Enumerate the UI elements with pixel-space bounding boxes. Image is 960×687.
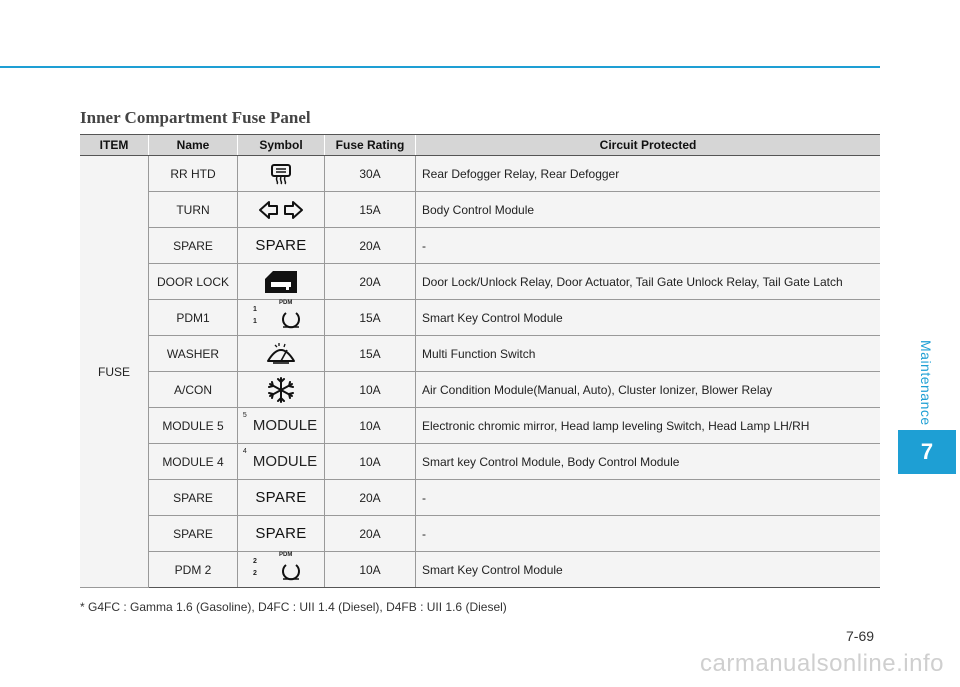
pdm-icon — [279, 308, 303, 330]
fuse-rating: 15A — [325, 192, 416, 228]
module-symbol: MODULE — [252, 417, 318, 434]
circuit-protected: - — [416, 228, 881, 264]
header-symbol: Symbol — [238, 135, 325, 156]
fuse-rating: 10A — [325, 408, 416, 444]
circuit-protected: - — [416, 516, 881, 552]
washer-icon — [265, 341, 297, 367]
pdm-label: PDM — [279, 551, 293, 558]
circuit-protected: Body Control Module — [416, 192, 881, 228]
fuse-name: SPARE — [149, 516, 238, 552]
table-row — [80, 480, 880, 516]
fuse-rating: 20A — [325, 264, 416, 300]
page-number: 7-69 — [846, 628, 875, 644]
circuit-protected: Electronic chromic mirror, Head lamp leveling Switch, Head Lamp LH/RH — [416, 408, 881, 444]
fuse-name: SPARE — [149, 228, 238, 264]
circuit-protected: - — [416, 480, 881, 516]
fuse-rating: 30A — [325, 156, 416, 192]
fuse-rating: 20A — [325, 516, 416, 552]
circuit-protected: Smart key Control Module, Body Control Module — [416, 444, 881, 480]
circuit-protected: Air Condition Module(Manual, Auto), Cluster Ionizer, Blower Relay — [416, 372, 881, 408]
spare-symbol: SPARE — [255, 525, 307, 542]
fuse-name: MODULE 5 — [149, 408, 238, 444]
side-tab-label: Maintenance — [918, 340, 934, 426]
table-row — [80, 228, 880, 264]
fuse-name: WASHER — [149, 336, 238, 372]
table-row — [80, 408, 880, 444]
door-lock-icon — [261, 269, 301, 295]
pdm-number: 2 — [253, 557, 257, 565]
pdm-icon — [279, 560, 303, 582]
rear-defogger-icon — [269, 163, 293, 185]
table-row — [80, 552, 880, 588]
module-symbol: MODULE — [252, 453, 318, 470]
fuse-name: SPARE — [149, 480, 238, 516]
module-number: 5 — [242, 412, 247, 419]
circuit-protected: Door Lock/Unlock Relay, Door Actuator, Tail Gate Unlock Relay, Tail Gate Latch — [416, 264, 881, 300]
circuit-protected: Rear Defogger Relay, Rear Defogger — [416, 156, 881, 192]
header-circuit-protected: Circuit Protected — [416, 135, 881, 156]
table-row — [80, 300, 880, 336]
fuse-rating: 15A — [325, 300, 416, 336]
table-header-row — [80, 135, 880, 156]
table-row — [80, 264, 880, 300]
spare-symbol: SPARE — [255, 489, 307, 506]
circuit-protected: Multi Function Switch — [416, 336, 881, 372]
circuit-protected: Smart Key Control Module — [416, 552, 881, 588]
fuse-name: A/CON — [149, 372, 238, 408]
table-row — [80, 444, 880, 480]
table-row — [80, 336, 880, 372]
fuse-rating: 10A — [325, 372, 416, 408]
footnote: * G4FC : Gamma 1.6 (Gasoline), D4FC : UII 1.4 (Diesel), D4FB : UII 1.6 (Diesel) — [80, 600, 507, 614]
fuse-table — [80, 134, 880, 588]
header-fuse-rating: Fuse Rating — [325, 135, 416, 156]
pdm-label: PDM — [279, 299, 293, 306]
section-title: Inner Compartment Fuse Panel — [80, 108, 311, 127]
table-row — [80, 156, 880, 192]
fuse-name: PDM1 — [149, 300, 238, 336]
fuse-rating: 20A — [325, 228, 416, 264]
top-rule — [0, 66, 880, 68]
side-tab — [896, 330, 960, 426]
fuse-rating: 10A — [325, 552, 416, 588]
spare-symbol: SPARE — [255, 237, 307, 254]
watermark: carmanualsonline.info — [700, 650, 944, 677]
fuse-name: TURN — [149, 192, 238, 228]
fuse-rating: 20A — [325, 480, 416, 516]
fuse-name: DOOR LOCK — [149, 264, 238, 300]
table-row — [80, 372, 880, 408]
header-name: Name — [149, 135, 238, 156]
header-item: ITEM — [80, 135, 149, 156]
fuse-name: PDM 2 — [149, 552, 238, 588]
fuse-rating: 10A — [325, 444, 416, 480]
chapter-number: 7 — [898, 430, 956, 474]
pdm-number: 2 — [253, 569, 257, 577]
table-row — [80, 516, 880, 552]
item-fuse: FUSE — [80, 156, 149, 588]
fuse-rating: 15A — [325, 336, 416, 372]
fuse-name: MODULE 4 — [149, 444, 238, 480]
turn-signal-icon — [258, 200, 304, 220]
table-row — [80, 192, 880, 228]
circuit-protected: Smart Key Control Module — [416, 300, 881, 336]
module-number: 4 — [242, 448, 247, 455]
pdm-number: 1 — [253, 305, 257, 313]
fuse-name: RR HTD — [149, 156, 238, 192]
air-conditioner-icon — [266, 376, 296, 404]
pdm-number: 1 — [253, 317, 257, 325]
